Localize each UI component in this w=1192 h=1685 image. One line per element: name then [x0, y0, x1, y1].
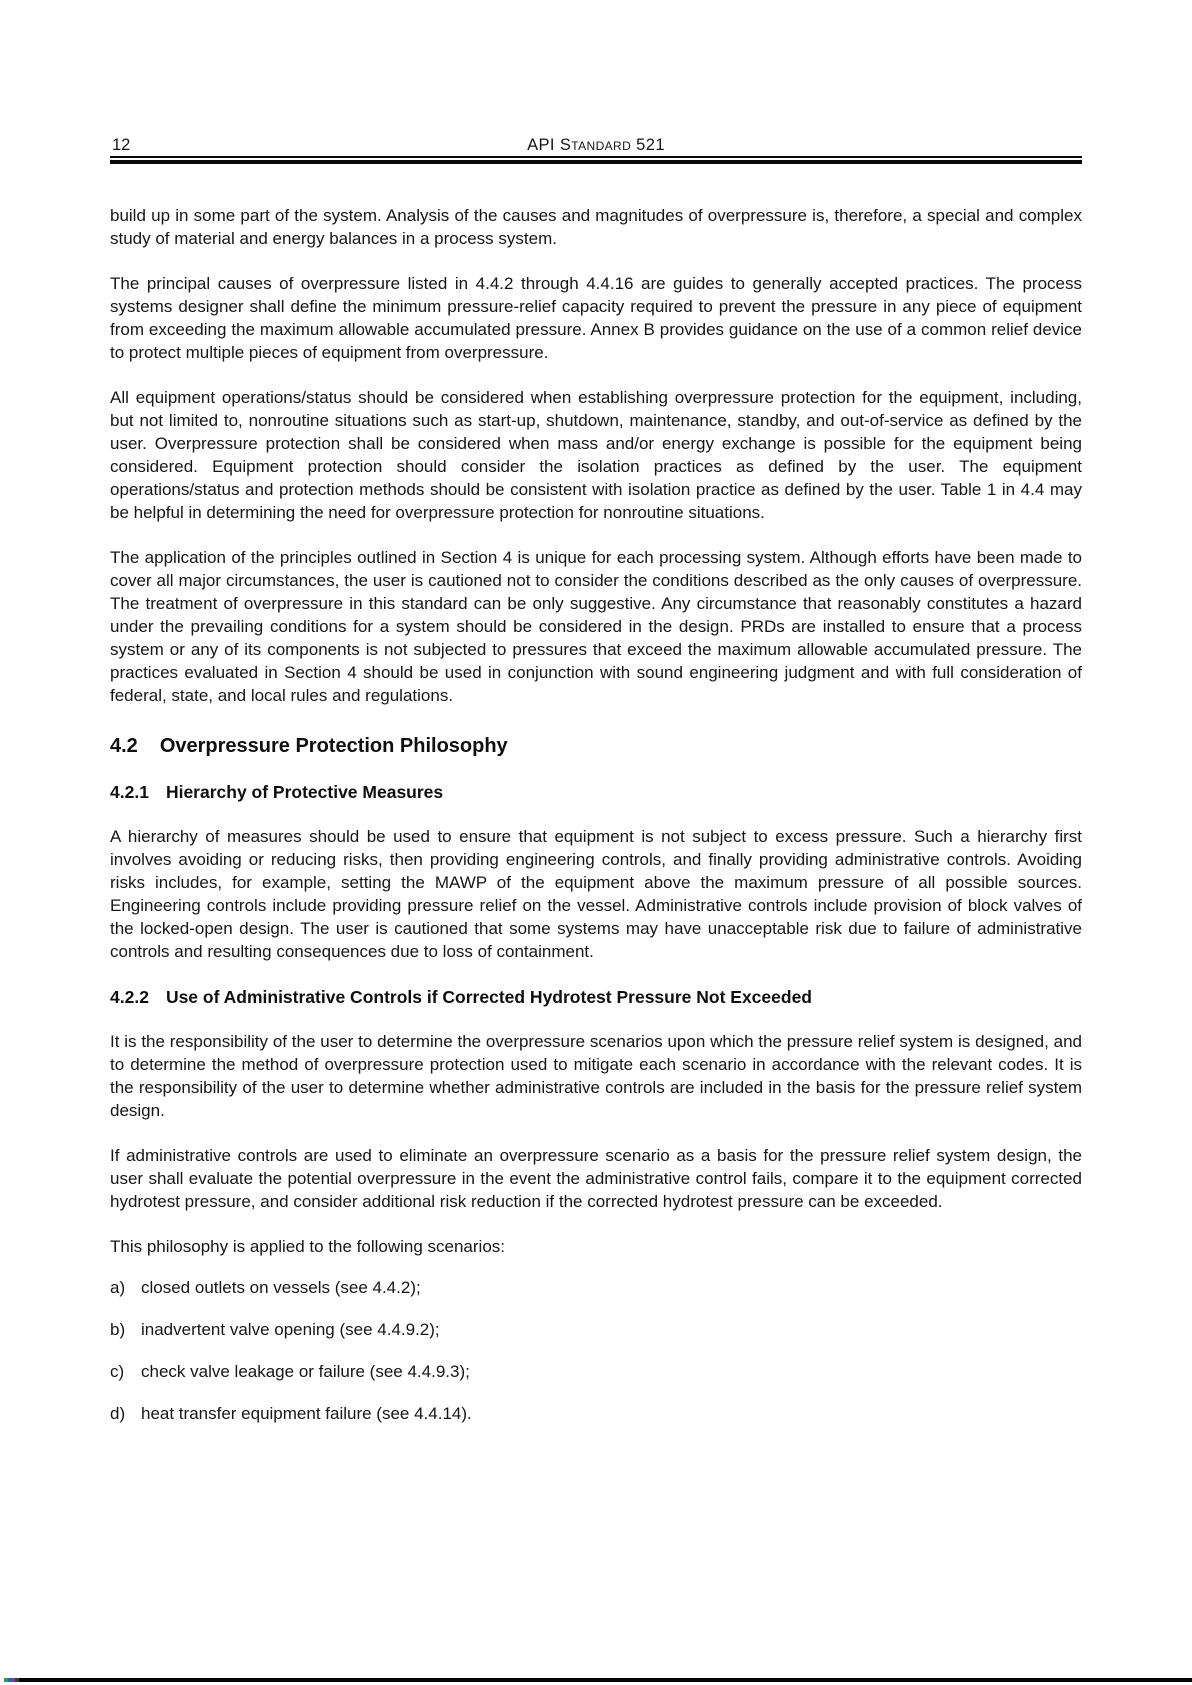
intro-paragraph-4: The application of the principles outlined in Section 4 is unique for each processing system. Although efforts have been made to cover all major circumstances, the user is cautioned not to consider the conditions described as the only causes of overpressure. The treatment of overpressure in this standard can be only suggestive. Any circumstance that reasonably constitutes a hazard under the prevailing conditions for a system should be considered in the design. PRDs are installed to ensure that a process system or any of its components is not subjected to pressures that exceed the maximum allowable accumulated pressure. The practices evaluated in Section 4 should be used in conjunction with sound engineering judgment and with full consideration of federal, state, and local rules and regulations. — [110, 548, 1082, 705]
section-heading-4-2-1 — [110, 781, 1082, 803]
scan-speck — [15, 1678, 19, 1682]
list-item-label: b) — [110, 1320, 126, 1339]
page-header — [110, 134, 1082, 158]
section-title: Overpressure Protection Philosophy — [159, 735, 508, 757]
section-4-2-2-paragraph-1: It is the responsibility of the user to determine the overpressure scenarios upon which the pressure relief system is designed, and to determine the method of overpressure protection used to mitigate each scenario in accordance with the relevant codes. It is the responsibility of the user to determine whether administrative controls are included in the basis for the pressure relief system design. — [110, 1032, 1082, 1120]
list-item — [110, 1360, 1082, 1383]
list-item-text: closed outlets on vessels (see 4.4.2); — [141, 1278, 421, 1297]
section-4-2-2-paragraph-2: If administrative controls are used to eliminate an overpressure scenario as a basis for the pressure relief system design, the user shall evaluate the potential overpressure in the event the administrative control fails, compare it to the equipment corrected hydrotest pressure, and consider additional risk reduction if the corrected hydrotest pressure can be exceeded. — [110, 1146, 1082, 1211]
section-4-2-1-paragraph: A hierarchy of measures should be used to ensure that equipment is not subject to excess pressure. Such a hierarchy first involves avoiding or reducing risks, then providing engineering controls, and finally providing administrative controls. Avoiding risks includes, for example, setting the MAWP of the equipment above the maximum pressure of all possible sources. Engineering controls include providing pressure relief on the vessel. Administrative controls include provision of block valves of the locked-open design. The user is cautioned that some systems may have unacceptable risk due to failure of administrative controls and resulting consequences due to loss of containment. — [110, 827, 1082, 961]
running-header-title: API Standard 521 — [527, 136, 665, 154]
scan-edge-line — [18, 1678, 1192, 1682]
intro-paragraph-3: All equipment operations/status should be considered when establishing overpressure protection for the equipment, including, but not limited to, nonroutine situations such as start-up, shutdown, maintenance, standby, and out-of-service as defined by the user. Overpressure protection shall be considered when mass and/or energy exchange is possible for the equipment being considered. Equipment protection should consider the isolation practices as defined by the user. The equipment operations/status and protection methods should be consistent with isolation practice as defined by the user. Table 1 in 4.4 may be helpful in determining the need for overpressure protection for nonroutine situations. — [110, 388, 1082, 522]
section-title: Hierarchy of Protective Measures — [165, 782, 444, 802]
scenario-list — [110, 1276, 1082, 1425]
section-number: 4.2 — [110, 735, 138, 757]
header-rule — [110, 160, 1082, 164]
page-number: 12 — [112, 136, 131, 154]
section-title: Use of Administrative Controls if Corrected Hydrotest Pressure Not Exceeded — [165, 987, 812, 1007]
section-number: 4.2.1 — [110, 782, 149, 802]
scenario-list-intro: This philosophy is applied to the following scenarios: — [110, 1237, 506, 1256]
section-heading-4-2 — [110, 734, 1082, 758]
list-item-text: inadvertent valve opening (see 4.4.9.2); — [141, 1320, 440, 1339]
list-item-text: heat transfer equipment failure (see 4.4.14). — [141, 1404, 472, 1423]
list-item — [110, 1276, 1082, 1299]
list-item-label: a) — [110, 1278, 126, 1297]
list-item-label: d) — [110, 1404, 126, 1423]
intro-paragraph-1: build up in some part of the system. Analysis of the causes and magnitudes of overpressure is, therefore, a special and complex study of material and energy balances in a process system. — [110, 206, 1082, 248]
section-number: 4.2.2 — [110, 987, 149, 1007]
list-item-text: check valve leakage or failure (see 4.4.9.3); — [141, 1362, 470, 1381]
list-item — [110, 1318, 1082, 1341]
intro-paragraph-2: The principal causes of overpressure listed in 4.4.2 through 4.4.16 are guides to generally accepted practices. The process systems designer shall define the minimum pressure-relief capacity required to prevent the pressure in any piece of equipment from exceeding the maximum allowable accumulated pressure. Annex B provides guidance on the use of a common relief device to protect multiple pieces of equipment from overpressure. — [110, 274, 1082, 362]
list-item — [110, 1402, 1082, 1425]
list-item-label: c) — [110, 1362, 125, 1381]
section-heading-4-2-2 — [110, 986, 1082, 1008]
